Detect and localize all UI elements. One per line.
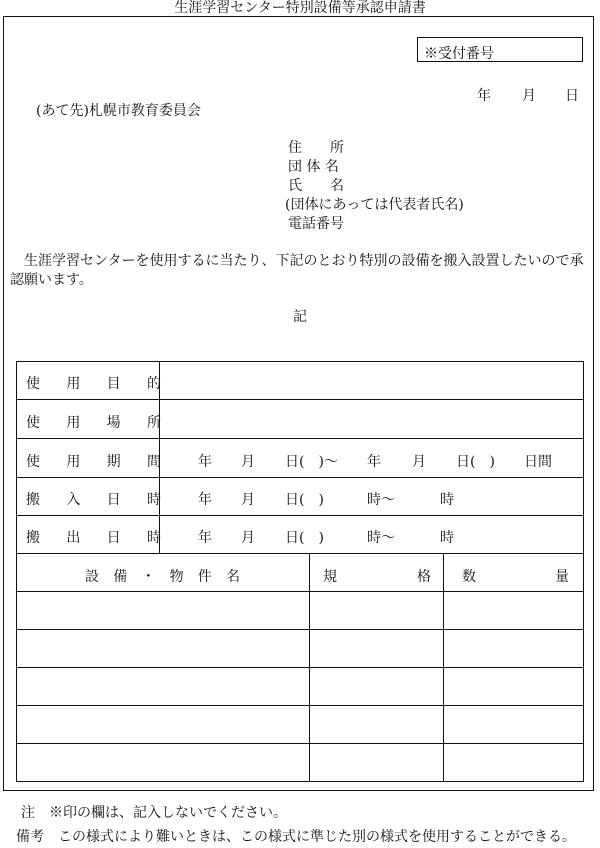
date-day: 日 (565, 88, 579, 104)
place-input[interactable] (160, 400, 584, 437)
request-text: 生涯学習センターを使用するに当たり、下記のとおり特別の設備を搬入設置したいので承認願います。 (10, 253, 584, 288)
row-label-place: 使 用 場 所 (26, 415, 161, 431)
period-month1: 月 (241, 454, 255, 470)
header-equipment-name: 設 備 ・ 物 件 名 (85, 569, 240, 585)
row-label-carry-in: 搬 入 日 時 (26, 492, 161, 508)
carry-in-year: 年 (198, 492, 212, 508)
application-table (16, 361, 584, 782)
receipt-number-label: ※受付番号 (424, 46, 494, 62)
date-year: 年 (477, 88, 491, 104)
remark-text: 備考 この様式により難いときは、この様式に準じた別の様式を使用することができる。 (16, 829, 576, 845)
carry-out-month: 月 (241, 530, 255, 546)
purpose-input[interactable] (160, 362, 584, 399)
carry-in-hour2: 時 (440, 492, 454, 508)
carry-out-day: 日( ) (285, 530, 324, 546)
receipt-number-box[interactable] (417, 37, 583, 62)
applicant-phone-label: 電話番号 (288, 216, 344, 232)
header-spec: 規 格 (323, 569, 431, 585)
carry-in-day: 日( ) (285, 492, 324, 508)
row-label-carry-out: 搬 出 日 時 (26, 530, 161, 546)
period-days: 日間 (524, 454, 552, 470)
carry-out-year: 年 (198, 530, 212, 546)
carry-out-hour2: 時 (440, 530, 454, 546)
period-month2: 月 (412, 454, 426, 470)
carry-in-month: 月 (241, 492, 255, 508)
applicant-name-label: 氏 名 (288, 178, 344, 194)
applicant-address-label: 住 所 (288, 140, 344, 156)
period-day2: 日( ) (456, 454, 495, 470)
carry-in-hour: 時～ (367, 492, 395, 508)
row-label-purpose: 使 用 目 的 (26, 376, 161, 392)
period-day1: 日( )～ (285, 454, 338, 470)
addressee: (あて先)札幌市教育委員会 (36, 103, 201, 119)
applicant-group-label: 団 体 名 (288, 159, 339, 175)
note-text: 注 ※印の欄は、記入しないでください。 (21, 805, 287, 821)
ki-heading: 記 (293, 309, 307, 325)
row-label-period: 使 用 期 間 (26, 454, 161, 470)
applicant-representative-note: (団体にあっては代表者氏名) (285, 197, 464, 213)
form-title: 生涯学習センター特別設備等承認申請書 (174, 0, 426, 16)
header-quantity: 数 量 (462, 569, 569, 585)
period-year2: 年 (367, 454, 381, 470)
period-year1: 年 (198, 454, 212, 470)
date-month: 月 (522, 88, 536, 104)
carry-out-hour: 時～ (367, 530, 395, 546)
